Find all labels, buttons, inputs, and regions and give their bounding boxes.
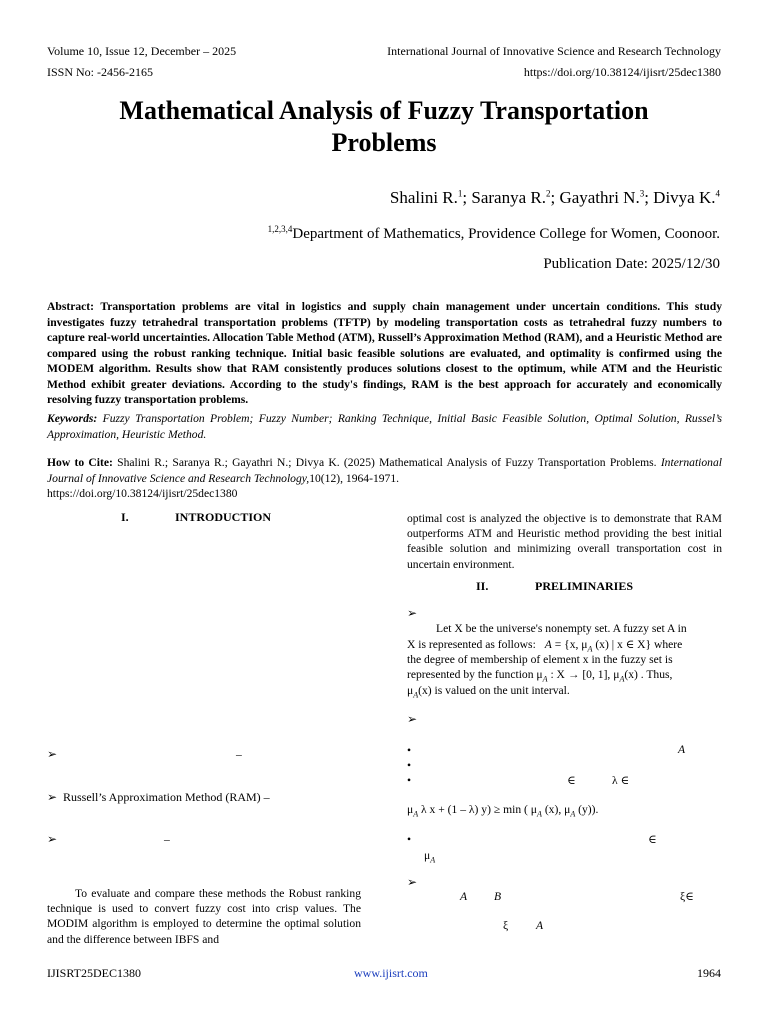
affiliation (268, 224, 720, 243)
author-2-sup: 2 (545, 188, 551, 199)
keywords (47, 411, 722, 442)
author-1-sup: 1 (457, 188, 463, 199)
footer-website-link[interactable]: www.ijisrt.com (354, 966, 428, 980)
title-line-2: Problems (331, 128, 437, 157)
def-l2-text: X is represented as follows: (407, 638, 536, 651)
cite-journal: International Journal of Innovative Science and Research Technology, (47, 456, 722, 485)
definition-line-5 (407, 683, 570, 703)
cite-text: Shalini R.; Saranya R.; Gayathri N.; Divya K. (2025) Mathematical Analysis of Fuzzy Transportation Problems. (112, 456, 657, 469)
paper-title (40, 95, 728, 159)
xi-element-of: ξ∈ (680, 890, 694, 903)
def-l4-b: : X → [0, 1], μ (550, 668, 620, 681)
cite-rest: 10(12), 1964-1971. (309, 471, 400, 485)
convex-sub-3: A (570, 809, 576, 819)
lambda-in: λ ∈ (612, 774, 630, 787)
intro-section-title: INTRODUCTION (175, 510, 272, 524)
keywords-label: Keywords: (47, 412, 98, 425)
author-1: Shalini R. (389, 188, 458, 207)
ram-item: Russell’s Approximation Method (RAM) – (63, 790, 270, 804)
volume-info: Volume 10, Issue 12, December – 2025 (47, 44, 237, 58)
fuzzy-a-symbol-2: A (460, 890, 468, 903)
convex-sub-2: A (537, 809, 542, 819)
convex-mid: (x), μ (541, 803, 571, 816)
def-l4-sub-2: A (619, 674, 625, 684)
convex-end: (y)). (575, 803, 599, 816)
convexity-condition (407, 802, 598, 822)
header-doi-link[interactable]: https://doi.org/10.38124/ijisrt/25dec1380 (523, 65, 721, 79)
def-l2-set: = {x, μ (554, 638, 588, 651)
def-l4-c: (x) . Thus, (624, 668, 673, 681)
how-to-cite (47, 455, 722, 502)
fuzzy-a-symbol-3: A (536, 919, 544, 932)
author-4-sup: 4 (715, 188, 720, 199)
cite-doi-link[interactable]: https://doi.org/10.38124/ijisrt/25dec1380 (47, 487, 238, 500)
arrow-bullet-3: ➢ (47, 832, 58, 846)
bullet-4: • (407, 833, 412, 846)
xi-symbol: ξ (503, 919, 509, 932)
intro-paragraph: To evaluate and compare these methods the Robust ranking technique is used to convert fuzzy cost into crisp values. The MODIM algorithm is employed to determine the optimal solution and the difference between IBFS and (47, 887, 361, 946)
def-l5-a: μ (407, 684, 414, 697)
def-l5-b: (x) is valued on the unit interval. (418, 684, 570, 697)
def-l2-sub: A (587, 644, 593, 654)
convex-mu: μ (407, 803, 414, 816)
issn: ISSN No: -2456-2165 (47, 65, 154, 79)
footer-page-number: 1964 (697, 966, 721, 980)
definition-line-1: Let X be the universe's nonempty set. A fuzzy set A in (436, 622, 687, 635)
def-l2-end: (x) | x ∈ X} where (595, 638, 683, 651)
mu-symbol: μ (424, 849, 431, 862)
arrow-bullet-1: ➢ (47, 747, 58, 761)
intro-paragraph-continued: optimal cost is analyzed the objective is to demonstrate that RAM outperforms ATM and Heuristic method providing the best initial feasible solution and minimizing overall transportation cost in uncertain environment. (407, 512, 722, 571)
author-list (390, 188, 720, 208)
arrow-bullet-6: ➢ (407, 875, 418, 889)
author-4: ; Divya K. (644, 188, 716, 207)
def-l4-a: represented by the function μ (407, 668, 543, 681)
publication-date: Publication Date: 2025/12/30 (543, 256, 720, 272)
dash-1: – (236, 748, 242, 761)
cite-label: How to Cite: (47, 456, 113, 469)
definition-line-3: the degree of membership of element x in the fuzzy set is (407, 653, 673, 666)
author-2: ; Saranya R. (462, 188, 546, 207)
element-of-2: ∈ (648, 833, 657, 846)
author-3-sup: 3 (639, 188, 645, 199)
fuzzy-a-symbol-1: A (678, 743, 686, 756)
abstract: Abstract: Transportation problems are vital in logistics and supply chain management under uncertain conditions. This study investigates fuzzy tetrahedral transportation problems (TFTP) by modeling transportation costs as tetrahedral fuzzy numbers to capture real-world uncertainties. Allocation Table Method (ATM), Russell’s Approximation Method (RAM), and a Heuristic Method are compared using the robust ranking technique. Initial basic feasible solutions are evaluated, and optimality is confirmed using the MODEM algorithm. Results show that RAM consistently produces solutions closest to the optimum, while ATM and the Heuristic Method exhibit greater deviations. According to the study's findings, RAM is the best approach for accurately and economically resolving fuzzy transportation problems. (47, 300, 722, 406)
fuzzy-b-symbol: B (494, 890, 502, 903)
fuzzy-set-a-symbol: A (544, 638, 552, 651)
def-l4-sub-1: A (542, 674, 548, 684)
footer-paper-id: IJISRT25DEC1380 (47, 966, 141, 980)
dash-2: – (164, 833, 170, 846)
convex-expr: λ x + (1 – λ) y) ≥ min ( μ (421, 803, 538, 816)
keywords-text: Fuzzy Transportation Problem; Fuzzy Number; Ranking Technique, Initial Basic Feasible Solution, Optimal Solution, Russel’s Approximation, Heuristic Method. (47, 412, 722, 441)
title-line-1: Mathematical Analysis of Fuzzy Transportation (119, 96, 649, 125)
arrow-bullet-5: ➢ (407, 712, 418, 726)
author-3: ; Gayathri N. (550, 188, 640, 207)
prelim-section-title: PRELIMINARIES (535, 579, 634, 593)
element-of-1: ∈ (567, 774, 576, 787)
bullet-3: • (407, 774, 412, 787)
arrow-bullet-2: ➢ (47, 790, 58, 804)
bullet-2: • (407, 759, 412, 772)
affiliation-sup: 1,2,3,4 (267, 224, 293, 234)
mu-sub: A (430, 855, 436, 865)
convex-sub-1: A (413, 809, 419, 819)
mu-a-symbol (424, 848, 435, 868)
journal-name: International Journal of Innovative Science and Research Technology (387, 44, 721, 58)
intro-section-number: I. (121, 510, 129, 524)
arrow-bullet-4: ➢ (407, 606, 418, 620)
def-l5-sub: A (413, 690, 419, 700)
affiliation-text: Department of Mathematics, Providence College for Women, Coonoor. (292, 226, 720, 242)
prelim-section-number: II. (476, 579, 489, 593)
bullet-1: • (407, 744, 412, 757)
